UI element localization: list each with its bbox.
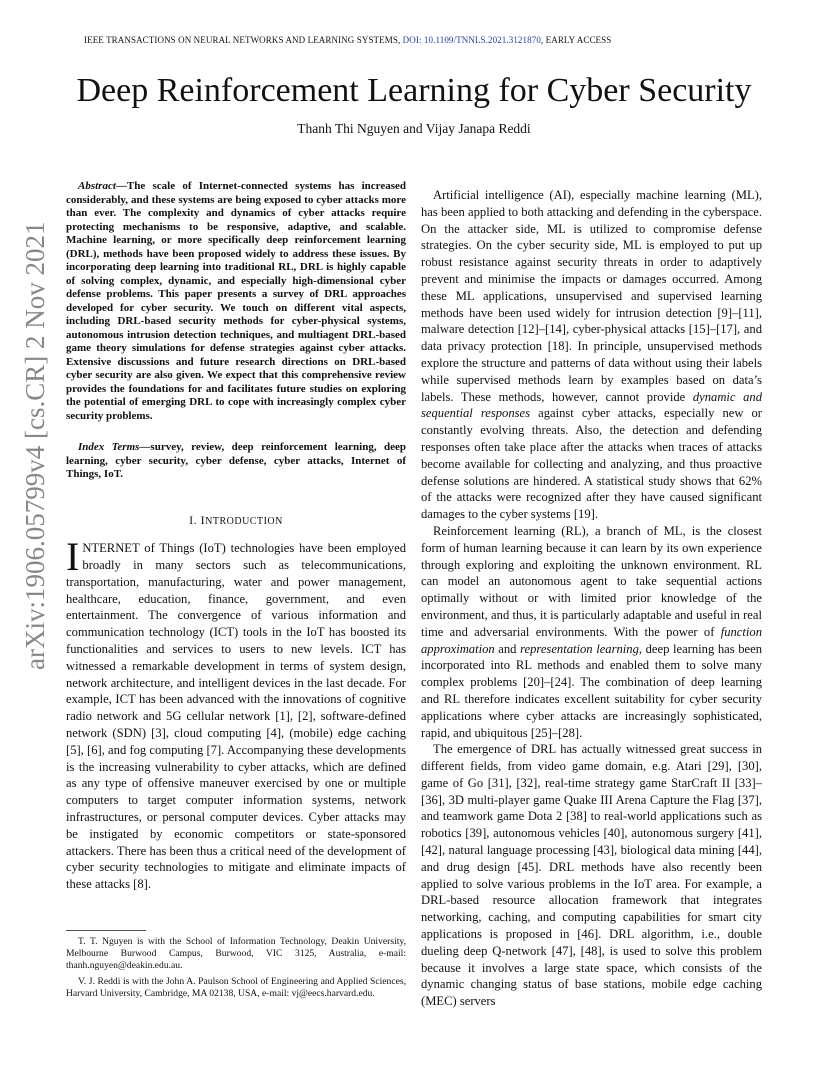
- index-terms-text: —survey, review, deep reinforcement learning, deep learning, cyber security, cyber defense, cyber attacks, Internet of Things, IoT.: [66, 441, 406, 480]
- footnote-rule: [66, 930, 146, 931]
- body-paragraph: The emergence of DRL has actually witnessed great success in different fields, from video game domain, e.g. Atari [29], [30], game of Go [31], [32], real-time strategy game StarCraft II [33]–[36], 3D multi-player game Quake III Arena Capture the Flag [37], and teamwork game Dota 2 [38] to real-world applications such as robotics [39], autonomous vehicles [40], autonomous surgery [41], [42], natural language processing [43], biological data mining [44], and drug design [45]. DRL methods have also recently been applied to solve various problems in the IoT area. For example, a DRL-based resource allocation framework that integrates networking, caching, and computing capabilities for smart city applications is proposed in [46]. DRL algorithm, i.e., double dueling deep Q-network [47], [48], is used to solve this problem because it involves a large state space, which consists of the dynamic changing status of base stations, mobile edge caching (MEC) servers: [421, 742, 762, 1009]
- running-header: [84, 35, 611, 45]
- paper-title: Deep Reinforcement Learning for Cyber Security: [76, 72, 752, 109]
- footnote-affiliation: V. J. Reddi is with the John A. Paulson School of Engineering and Applied Sciences, Harvard University, Cambridge, MA 02138, USA, e-mail: vj@eecs.harvard.edu.: [66, 976, 406, 999]
- section-heading: I. INTRODUCTION: [189, 512, 283, 527]
- intro-text: NTERNET of Things (IoT) technologies have been employed broadly in many sectors such as telecommunications, transportation, manufacturing, water and power management, healthcare, education, finance, government, and even entertainment. The convergence of various information and communication technology (ICT) tools in the IoT has boosted its functionalities and services to users to new levels. ICT has witnessed a remarkable development in terms of system design, network architecture, and intelligent devices in the last decade. For example, ICT has been advanced with the innovations of cognitive radio network and 5G cellular network [1], [2], software-defined network (SDN) [3], cloud computing [4], (mobile) edge caching [5], [6], and fog computing [7]. Accompanying these developments is the increasing vulnerability to cyber attacks, which are defined as any type of offensive maneuver exercised by one or multiple computers to target computer information systems, network infrastructures, or personal computer devices. Cyber attacks may be instigated by economic competitors or state-sponsored attackers. There has been thus a critical need of the development of cyber security technologies to mitigate and eliminate impacts of these attacks [8].: [66, 541, 406, 892]
- arxiv-stamp-text: arXiv:1906.05799v4 [cs.CR] 2 Nov 2021: [20, 221, 50, 670]
- footnotes: [66, 936, 406, 1004]
- left-column: [66, 180, 406, 893]
- doi-link[interactable]: DOI: 10.1109/TNNLS.2021.3121870: [402, 35, 541, 45]
- abstract: [66, 180, 406, 423]
- access-note: , EARLY ACCESS: [540, 35, 612, 45]
- abstract-label: Abstract: [78, 180, 116, 192]
- journal-name: IEEE TRANSACTIONS ON NEURAL NETWORKS AND LEARNING SYSTEMS,: [84, 35, 403, 45]
- right-column: [421, 187, 762, 1010]
- abstract-text: —The scale of Internet-connected systems has increased considerably, and these systems are being exposed to cyber attacks more than ever. The complexity and dynamics of cyber attacks require protecting mechanisms to be responsive, adaptive, and scalable. Machine learning, or more specifically deep reinforcement learning (DRL), methods have been proposed widely to address these issues. By incorporating deep learning into traditional RL, DRL is highly capable of solving complex, dynamic, and especially high-dimensional cyber defense problems. This paper presents a survey of DRL approaches developed for cyber security. We touch on different vital aspects, including DRL-based security methods for cyber-physical systems, autonomous intrusion detection techniques, and multiagent DRL-based game theory simulations for defense strategies against cyber attacks. Extensive discussions and future research directions on DRL-based cyber security are also given. We expect that this comprehensive review provides the foundations for and facilitates future studies on exploring the potential of emerging DRL to cope with increasingly complex cyber security problems.: [66, 180, 406, 422]
- intro-paragraph: [66, 534, 406, 893]
- author-list: Thanh Thi Nguyen and Vijay Janapa Reddi: [297, 121, 531, 136]
- footnote-affiliation: T. T. Nguyen is with the School of Information Technology, Deakin University, Melbourne Burwood Campus, Burwood, VIC 3125, Australia, e-mail: thanh.nguyen@deakin.edu.au.: [66, 936, 406, 971]
- body-paragraph: Artificial intelligence (AI), especially machine learning (ML), has been applied to both attacking and defending in the cyberspace. On the attacker side, ML is utilized to compromise defense strategies. On the cyber security side, ML is employed to put up robust resistance against security threats in order to adaptively prevent and minimise the impacts or damages occurred. Among these ML applications, unsupervised and supervised learning methods have been used widely for intrusion detection [9]–[11], malware detection [12]–[14], cyber-physical attacks [15]–[17], and data privacy protection [18]. In principle, unsupervised methods explore the structure and patterns of data without using their labels while supervised methods learn by examples based on data’s labels. These methods, however, cannot provide dynamic and sequential responses against cyber attacks, especially new or constantly evolving threats. Also, the detection and defending responses often take place after the attacks when traces of attacks become available for collecting and analyzing, and thus proactive defense solutions are hindered. A statistical study shows that 62% of the attacks were recognized after they have caused significant damages to the cyber systems [19].: [421, 188, 763, 522]
- drop-cap: I: [66, 534, 80, 580]
- index-terms: [66, 441, 406, 482]
- index-terms-label: Index Terms: [78, 441, 140, 453]
- body-paragraph: Reinforcement learning (RL), a branch of ML, is the closest form of human learning because it can learn by its own experience through exploring and exploiting the unknown environment. RL can model an autonomous agent to take sequential actions optimally without or with limited prior knowledge of the environment, and thus, it is particularly adaptable and useful in real time and adversarial environments. With the power of function approximation and representation learning, deep learning has been incorporated into RL methods and enabled them to solve many complex problems [20]–[24]. The combination of deep learning and RL therefore indicates excellent suitability for cyber security applications where cyber attacks are increasingly sophisticated, rapid, and ubiquitous [25]–[28].: [421, 523, 762, 740]
